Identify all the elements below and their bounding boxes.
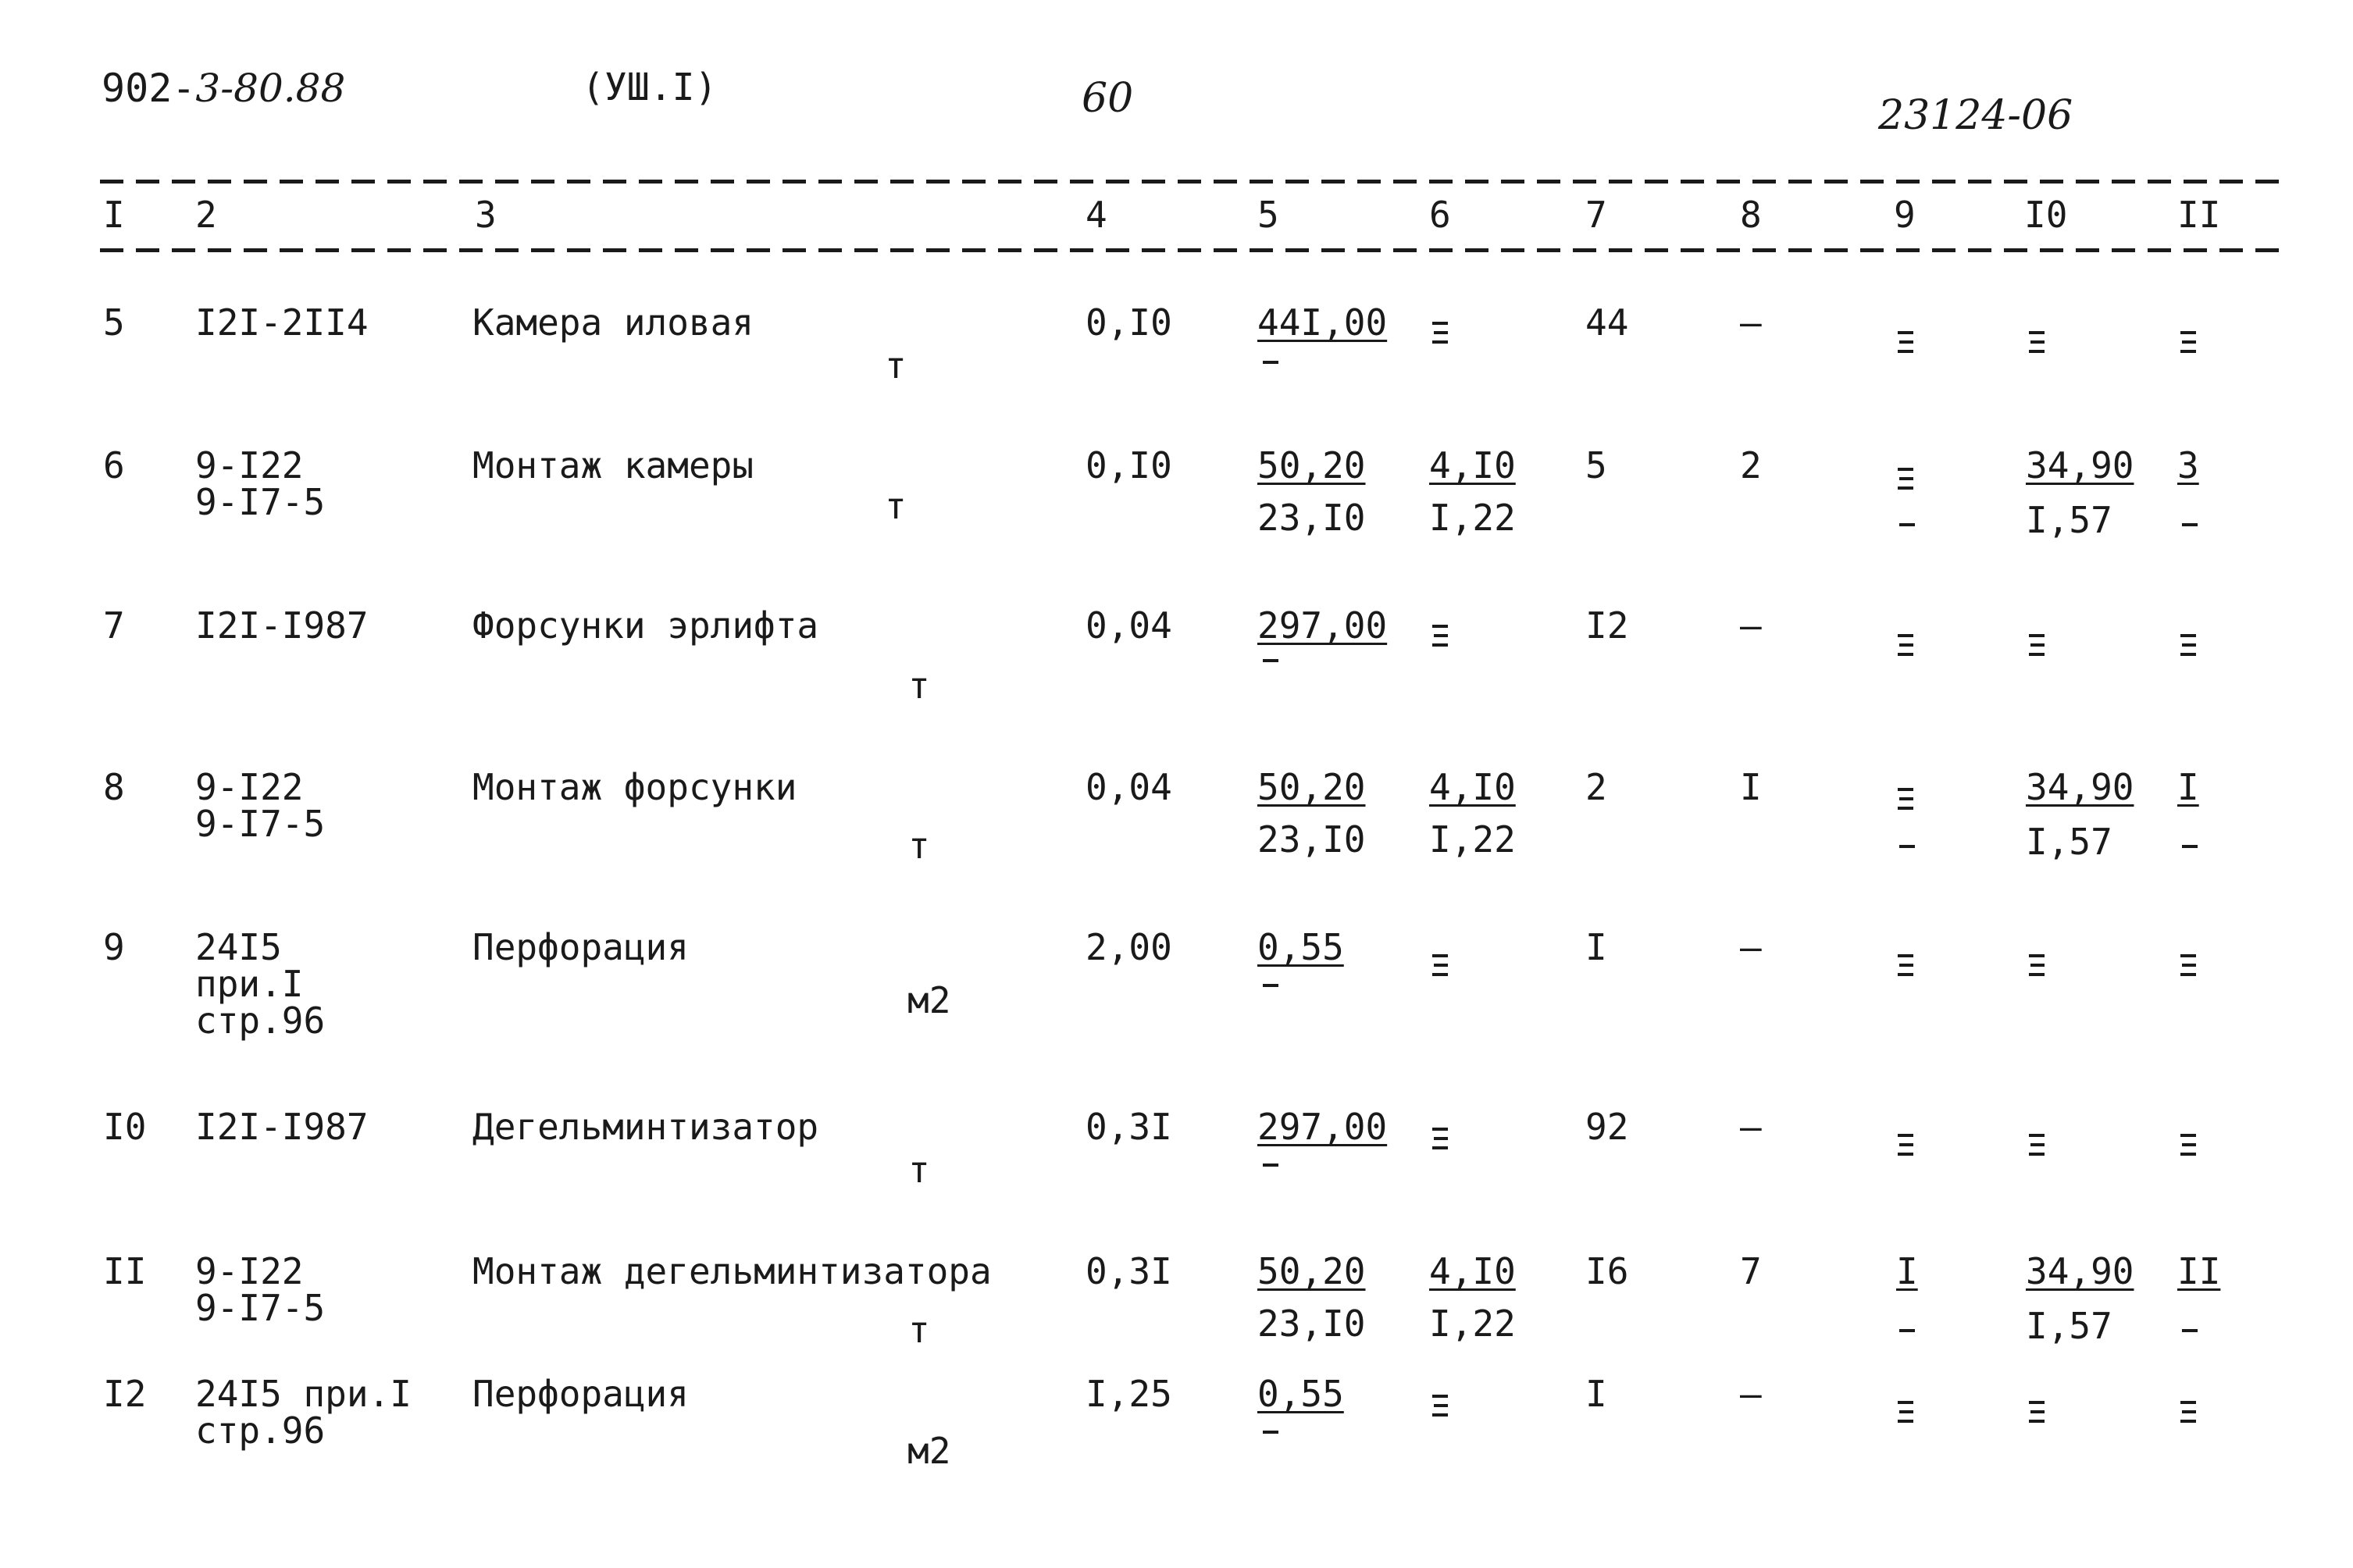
row-col11-dash	[2180, 1327, 2201, 1334]
row-quantity: 0,I0	[1086, 444, 1172, 486]
row-col11-ditto	[2179, 1131, 2199, 1159]
row-code-line: 9-I7-5	[195, 803, 326, 845]
row-col10-value: 34,90	[2026, 1250, 2134, 1292]
row-col10-ditto	[2027, 1131, 2048, 1159]
row-col6-ditto	[1431, 1392, 1451, 1420]
row-number: I0	[103, 1106, 147, 1148]
row-col9-dash	[1898, 522, 1918, 528]
row-col8-value: –	[1740, 301, 1762, 344]
row-col10-ditto	[2027, 1398, 2048, 1426]
row-col6-value: 4,I0	[1429, 444, 1516, 486]
row-name: Перфорация	[472, 926, 689, 968]
column-header-3: 3	[475, 194, 497, 236]
row-col5-dash	[1261, 657, 1282, 664]
row-name: Перфорация	[472, 1373, 689, 1415]
row-col9-ditto	[1896, 465, 1916, 493]
row-col6-subvalue: I,22	[1429, 497, 1516, 539]
row-col5-subvalue: 23,I0	[1257, 818, 1366, 861]
row-col5-value: 0,55	[1257, 926, 1344, 968]
row-col11-ditto	[2179, 328, 2199, 356]
header-rule-bottom	[100, 248, 2279, 252]
row-col7-value: I	[1585, 926, 1607, 968]
row-unit: т	[908, 665, 930, 707]
row-col6-value: 4,I0	[1429, 1250, 1516, 1292]
row-col7-value: I6	[1585, 1250, 1629, 1292]
row-col10-ditto	[2027, 631, 2048, 659]
row-col5-subvalue: 23,I0	[1257, 497, 1366, 539]
document-code-printed: 902-	[102, 66, 196, 111]
row-col9-dash	[1898, 1327, 1918, 1334]
row-col11-ditto	[2179, 951, 2199, 979]
row-col9-ditto	[1896, 785, 1916, 813]
row-name: Форсунки эрлифта	[472, 604, 819, 647]
column-header-5: 5	[1257, 194, 1279, 236]
document-code-handwritten: 3-80.88	[195, 66, 346, 111]
row-col8-value: –	[1740, 1106, 1762, 1148]
row-col11-value: II	[2177, 1250, 2221, 1292]
column-header-4: 4	[1086, 194, 1107, 236]
row-quantity: 0,04	[1086, 604, 1172, 647]
row-code-line: 9-I22	[195, 766, 304, 808]
row-col10-ditto	[2027, 951, 2048, 979]
row-number: 7	[103, 604, 125, 647]
row-col8-value: –	[1740, 926, 1762, 968]
row-quantity: 0,3I	[1086, 1106, 1172, 1148]
row-col10-value: 34,90	[2026, 766, 2134, 808]
row-number: II	[103, 1250, 147, 1292]
row-col9-ditto	[1896, 1398, 1916, 1426]
row-col11-value: 3	[2177, 444, 2199, 486]
row-col5-value: 50,20	[1257, 1250, 1366, 1292]
row-col5-value: 0,55	[1257, 1373, 1344, 1415]
row-unit: м2	[907, 1430, 951, 1472]
row-quantity: 2,00	[1086, 926, 1172, 968]
row-col6-ditto	[1431, 319, 1451, 347]
column-header-8: 8	[1740, 194, 1762, 236]
row-col10-subvalue: I,57	[2026, 821, 2112, 863]
row-col8-value: 2	[1740, 444, 1762, 486]
row-col5-dash	[1261, 1429, 1282, 1435]
column-header-2: 2	[195, 194, 217, 236]
row-col8-value: I	[1740, 766, 1762, 808]
row-col9-value: I	[1896, 1250, 1918, 1292]
row-code-line: 9-I7-5	[195, 1287, 326, 1329]
row-code-line: I2I-I987	[195, 604, 369, 647]
row-unit: т	[908, 1149, 930, 1191]
row-col8-value: –	[1740, 1373, 1762, 1415]
row-name: Камера иловая	[472, 301, 754, 344]
row-col5-value: 44I,00	[1257, 301, 1388, 344]
row-col10-value: 34,90	[2026, 444, 2134, 486]
row-unit: т	[908, 825, 930, 867]
row-number: 8	[103, 766, 125, 808]
row-unit: м2	[907, 979, 951, 1021]
row-col7-value: 5	[1585, 444, 1607, 486]
row-unit: т	[885, 344, 907, 387]
row-col6-ditto	[1431, 622, 1451, 650]
row-number: 5	[103, 301, 125, 344]
row-col7-value: 44	[1585, 301, 1629, 344]
row-code-line: I2I-I987	[195, 1106, 369, 1148]
album-number: (УШ.I)	[582, 66, 718, 109]
document-number: 23124-06	[1878, 92, 2073, 139]
row-name: Монтаж дегельминтизатора	[472, 1250, 992, 1292]
row-quantity: I,25	[1086, 1373, 1172, 1415]
row-col5-dash	[1261, 1162, 1282, 1168]
row-col7-value: 2	[1585, 766, 1607, 808]
row-col9-dash	[1898, 843, 1918, 850]
row-col9-ditto	[1896, 951, 1916, 979]
row-code-line: 9-I22	[195, 1250, 304, 1292]
row-col5-dash	[1261, 359, 1282, 365]
row-code-line: при.I	[195, 963, 304, 1005]
row-col6-ditto	[1431, 1124, 1451, 1153]
row-unit: т	[908, 1309, 930, 1351]
document-code	[102, 66, 346, 111]
row-col5-value: 50,20	[1257, 444, 1366, 486]
row-col7-value: 92	[1585, 1106, 1629, 1148]
row-col11-dash	[2180, 522, 2201, 528]
page-number: 60	[1082, 75, 1134, 122]
row-quantity: 0,04	[1086, 766, 1172, 808]
row-col6-subvalue: I,22	[1429, 818, 1516, 861]
row-col5-value: 50,20	[1257, 766, 1366, 808]
row-code-line: стр.96	[195, 1409, 326, 1452]
row-number: 6	[103, 444, 125, 486]
row-quantity: 0,I0	[1086, 301, 1172, 344]
row-number: I2	[103, 1373, 147, 1415]
row-col11-ditto	[2179, 1398, 2199, 1426]
column-header-11: II	[2177, 194, 2221, 236]
column-header-7: 7	[1585, 194, 1607, 236]
row-code-line: I2I-2II4	[195, 301, 369, 344]
column-header-1: I	[103, 194, 125, 236]
row-col9-ditto	[1896, 328, 1916, 356]
row-code-line: 24I5 при.I	[195, 1373, 412, 1415]
row-col9-ditto	[1896, 1131, 1916, 1159]
row-code-line: 9-I7-5	[195, 481, 326, 523]
header-rule-top	[100, 180, 2279, 184]
row-col11-ditto	[2179, 631, 2199, 659]
row-col8-value: 7	[1740, 1250, 1762, 1292]
row-quantity: 0,3I	[1086, 1250, 1172, 1292]
row-col6-value: 4,I0	[1429, 766, 1516, 808]
row-col9-ditto	[1896, 631, 1916, 659]
row-unit: т	[885, 485, 907, 527]
row-name: Дегельминтизатор	[472, 1106, 819, 1148]
row-name: Монтаж камеры	[472, 444, 754, 486]
row-col5-value: 297,00	[1257, 1106, 1388, 1148]
row-col6-subvalue: I,22	[1429, 1303, 1516, 1345]
row-code-line: 24I5	[195, 926, 282, 968]
row-col11-dash	[2180, 843, 2201, 850]
row-col6-ditto	[1431, 951, 1451, 979]
row-col10-ditto	[2027, 328, 2048, 356]
column-header-9: 9	[1894, 194, 1916, 236]
row-code-line: 9-I22	[195, 444, 304, 486]
column-header-10: I0	[2024, 194, 2068, 236]
row-col11-value: I	[2177, 766, 2199, 808]
row-col10-subvalue: I,57	[2026, 499, 2112, 541]
row-col7-value: I2	[1585, 604, 1629, 647]
row-col10-subvalue: I,57	[2026, 1305, 2112, 1347]
row-col5-value: 297,00	[1257, 604, 1388, 647]
row-col7-value: I	[1585, 1373, 1607, 1415]
column-header-6: 6	[1429, 194, 1451, 236]
row-name: Монтаж форсунки	[472, 766, 797, 808]
row-col8-value: –	[1740, 604, 1762, 647]
row-col5-dash	[1261, 982, 1282, 989]
row-code-line: стр.96	[195, 1000, 326, 1042]
row-col5-subvalue: 23,I0	[1257, 1303, 1366, 1345]
row-number: 9	[103, 926, 125, 968]
